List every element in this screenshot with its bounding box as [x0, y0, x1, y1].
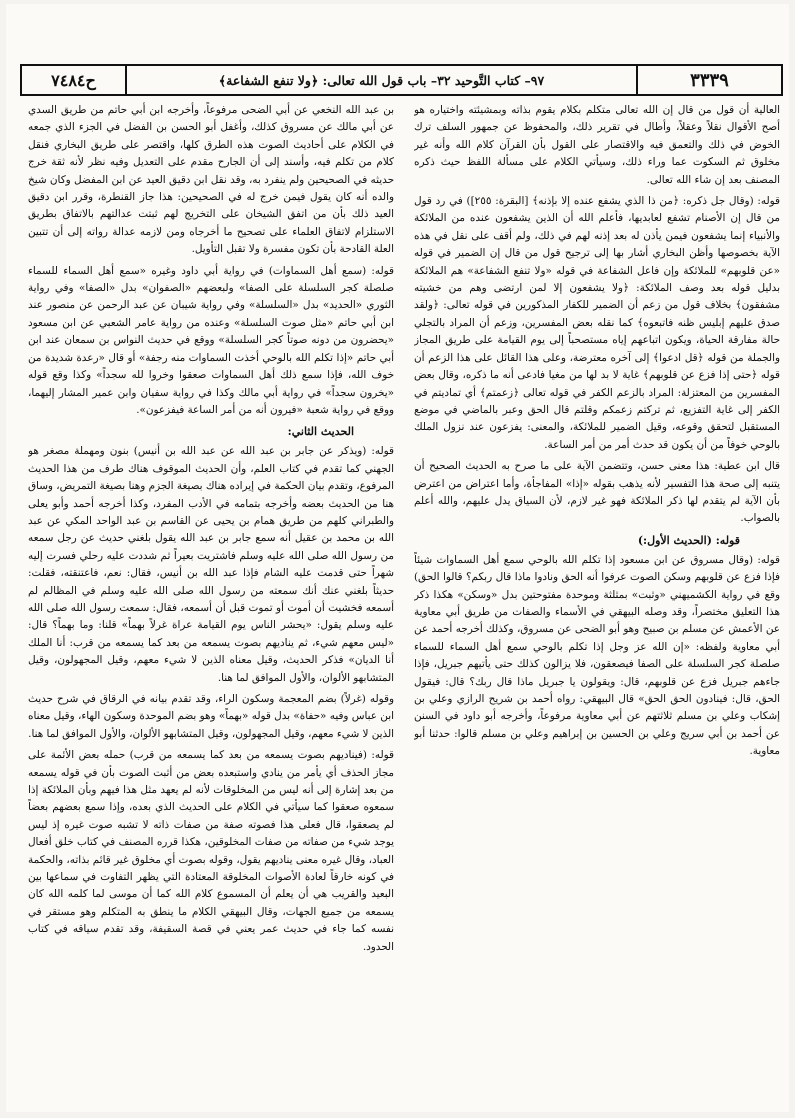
book-page [6, 4, 789, 1112]
hadith-reference: ح٧٤٨٤ [22, 66, 127, 94]
left-column [28, 102, 394, 1102]
section-heading: قوله: (الحديث الأول:) [637, 533, 740, 547]
paragraph: وقوله (غرلاً) بضم المعجمة وسكون الراء، وقد تقدم بيانه في الرقاق في شرح حديث ابن عباس وفيه «حفاة» بدل قوله «بهماً» وهو بضم الموحدة وسكون الهاء، وقيل معناه الذين لا شيء معهم، وقيل المجهولون، وقيل المتشابهو الألوان، والأول الموافق لما هنا. [28, 693, 394, 740]
paragraph: قوله: (فيناديهم بصوت يسمعه من بعد كما يسمعه من قرب) حمله بعض الأئمة على مجاز الحذف أي يأمر من ينادي واستبعده بعض من أثبت الصوت بأن في قوله يسمعه من بعد إشارة إلى أنه ليس من المخلوقات لأنه لم يعهد مثل هذا فيهم وبأن الملائكة إذا سمعوه صعقوا كما سيأتي في الكلام على الحديث الذي بعده، وإذا سمع بعضهم بعضاً لم يصعقوا، قال فعلى هذا فصوته صفة من صفات ذاته لا تشبه صوت غيره إذ ليس يوجد شيء من صفاته من صفات المخلوقين، هكذا قرره المصنف في كتاب خلق أفعال العباد، وقال غيره معنى يناديهم يقول، وقوله بصوت أي مخلوق غير قائم بذاته، والحكمة في كونه خارقاً لعادة الأصوات المخلوقة المعتادة التي يظهر التفاوت في سماعها بين البعيد والقريب هي أن يعلم أن المسموع كلام الله كما أن موسى لما كلمه الله كان يسمعه من جميع الجهات، وقال البيهقي الكلام ما ينطق به المتكلم وهو مستقر في نفسه كما جاء في حديث عمر يعني في قصة السقيفة، وقد تقدم سياقه في كتاب الحدود. [28, 749, 394, 953]
paragraph: قوله: (وقال مسروق عن ابن مسعود إذا تكلم الله بالوحي سمع أهل السماوات شيئاً فإذا فزع عن قلوبهم وسكن الصوت عرفوا أنه الحق ونادوا ماذا قال ربكم؟ قالوا الحق) وقع في رواية الكشميهني «وثبت» بمثلثة وموحدة مفتوحتين بدل «وسكن» هكذا ذكر هذا التعليق مختصراً، وقد وصله البيهقي في الأسماء والصفات من طريق أبي معاوية عن الأعمش عن مسلم بن صبيح وهو أبو الضحى عن مسروق، وكذلك أخرجه أحمد عن أبي معاوية ولفظه: «إن الله عز وجل إذا تكلم بالوحي سمع أهل السماء للسماء صلصلة كجر السلسلة على الصفا فيصعقون، فلا يزالون كذلك حتى يأتيهم جبريل، فإذا جاءهم جبريل فزع عن قلوبهم، قال: ويقولون يا جبريل ماذا قال ربك؟ قال: فيقول الحق، قال: فينادون الحق الحق» قال البيهقي: رواه أحمد بن شريح الرازي وعلي بن إشكاب وعلي بن مسلم ثلاثتهم عن أبي معاوية مرفوعاً، وأخرجه أبو داود في السنن عن أحمد بن أبي سريج وعلي بن الحسين بن إبراهيم وعلي بن مسلم قالوا: حدثنا أبو معاوية. [414, 553, 780, 758]
paragraph: قوله: (وقال جل ذكره: ﴿من ذا الذي يشفع عنده إلا بإذنه﴾ [البقرة: ٢٥٥]) في رد قول من قال إن الأصنام تشفع لعابديها، فأعلم الله أن الذين يشفعون عنده من الملائكة والأنبياء إنما يشفعون فيمن يأذن له بعد إذنه لهم في ذلك، ولم أقف على نقل في هذه الآية بخصوصها وأظن البخاري أشار بها إلى ترجيح قول من قال إن الضمير في قوله «عن قلوبهم» للملائكة وإن فاعل الشفاعة في قوله «ولا تنفع الشفاعة» هم الملائكة بدليل قوله بعد وصف الملائكة: ﴿ولا يشفعون إلا لمن ارتضى وهم من خشيته مشفقون﴾ بخلاف قول من زعم أن الضمير للكفار المذكورين في قوله تعالى: ﴿ولقد صدق عليهم إبليس ظنه فاتبعوه﴾ كما نقله بعض المفسرين، وزعم أن المراد بالتجلي حالة مفارقة الحياة، ويكون اتباعهم إياه مستصحباً إلى يوم القيامة على طريق المجاز والجملة من قوله ﴿قل ادعوا﴾ إلى آخره معترضة، وعلى هذا القائل على هذا الزعم أن قوله ﴿حتى إذا فزع عن قلوبهم﴾ غاية لا بد لها من مغيا فادعى أنه ما ذكره، وقال بعض المفسرين من المعتزلة: المراد بالزعم الكفر في قوله تعالى ﴿زعمتم﴾ أي تماديتم في الكفر إلى غاية التفزيع، ثم تركتم زعمكم وقلتم قال الحق وعبر بالماضي في موضع المستقبل لتحقق وقوعه، وقيل الضمير للملائكة، والمعنى: يفزعون عند نزول الملك بالوحي خوفاً من أن يكون قد حدث أمر من أمر الساعة. [414, 195, 780, 451]
right-column [414, 102, 780, 1102]
paragraph: قوله: (سمع أهل السماوات) في رواية أبي داود وغيره «سمع أهل السماء للسماء صلصلة كجر السلسلة على الصفا» ولبعضهم «الصفوان» بدل «الصفا» وفي رواية الثوري «الحديد» بدل «السلسلة» وفي رواية شيبان عن عبد الرحمن عن منصور عند ابن أبي حاتم «مثل صوت السلسلة» وعنده من رواية عامر الشعبي عن ابن مسعود «يحضرون من دونه صوتاً كجر السلسلة» ووقع في حديث النواس بن سمعان عند ابن أبي حاتم «إذا تكلم الله بالوحي أخذت السماوات منه رجفة» أو قال «رعدة شديدة من خوف الله، فإذا سمع ذلك أهل السماوات صعقوا وخروا لله سجداً» وكذا وقع قوله «يخرون سجداً» في رواية أبي مالك وكذا في رواية سفيان وابن عمير المشار إليهما، ووقع في رواية شعبة «فيرون أنه من أمر الساعة فيفزعون». [28, 264, 394, 416]
column-gutter [394, 102, 414, 1102]
paragraph: قوله: (ويذكر عن جابر بن عبد الله عن عبد الله بن أنيس) بنون ومهملة مصغر هو الجهني كما تقدم في كتاب العلم، وأن الحديث الموقوف هناك طرف من هذا الحديث المرفوع، وتقدم بيان الحكمة في إيراده هناك بصيغة الجزم وهنا بصيغة التمريض، وساق هنا من الحديث بعضه وأخرجه بتمامه في الأدب المفرد، وكذا أخرجه أحمد وأبو يعلى والطبراني كلهم من طريق همام بن يحيى عن القاسم بن عبد الواحد المكي عن عبد الله بن محمد بن عقيل أنه سمع جابر بن عبد الله يقول بلغني حديث عن رجل سمعه من رسول الله صلى الله عليه وسلم فاشتريت بعيراً ثم شددت عليه رحلي فسرت إليه شهراً حتى قدمت عليه الشام فإذا عبد الله بن أنيس، فقال: نعم، فاعتنقته، فقلت: حديثاً بلغني عنك أنك سمعته من رسول الله صلى الله عليه وسلم في المظالم لم أسمعه فخشيت أن أموت أو تموت قبل أن أسمعه، فقال: سمعت رسول الله صلى الله عليه وسلم يقول: «يحشر الناس يوم القيامة عراة غرلاً بهماً» قلنا: وما بهماً؟ قال: «ليس معهم شيء، ثم يناديهم بصوت يسمعه من بعد كما يسمعه من قرب: أنا الملك أنا الديان» فذكر الحديث، وقيل معناه الذين لا شيء معهم، وقيل المجهولون، وقيل المتشابهو الألوان، والأول الموافق لما هنا. [28, 445, 394, 684]
page-number: ٣٣٣٩ [636, 66, 781, 94]
section-heading: الحديث الثاني: [287, 425, 354, 439]
running-title: ٩٧– كتاب التَّوحيد ٣٢– باب قول الله تعالى: ﴿ولا تنفع الشفاعة﴾ [218, 72, 545, 88]
text-columns [28, 102, 780, 1102]
page-header [20, 64, 783, 96]
paragraph: بن عبد الله النخعي عن أبي الضحى مرفوعاً، وأخرجه ابن أبي حاتم من طريق السدي عن أبي مالك عن مسروق كذلك، وأغفل أبو الحسن بن الفضل في الجزء الذي جمعه في الكلام على أحاديث الصوت هذه الطرق كلها، واقتصر على طريق البخاري فنقل كلام من تكلم فيه، وأسند إلى أن الجارح مقدم على التعديل وفيه نظر لأنه ثقة خرج حديثه في الصحيحين ولم ينفرد به، وقد نقل ابن دقيق العيد عن ابن المفضل وكان شيخ والده أنه كان يقول فيمن خرج له في الصحيحين: هذا جاز القنطرة، وقرر ابن دقيق العيد ذلك بأن من اتفق الشيخان على التخريج لهم ثبتت عدالتهم بالاتفاق بطريق الاستلزام لاتفاق العلماء على تصحيح ما أخرجاه ومن لازمه عدالة رواته إلى أن تتبين العلة القادحة بأن تكون مفسرة ولا تقبل التأويل. [28, 104, 394, 256]
paragraph: العالية أن قول من قال إن الله تعالى متكلم بكلام يقوم بذاته وبمشيئته واختياره هو أصح الأقوال نقلاً وعقلاً، وأطال في تقرير ذلك، والمحفوظ عن جمهور السلف ترك الخوض في ذلك والتعمق فيه والاقتصار على القول بأن القرآن كلام الله وأنه غير مخلوق ثم السكوت عما وراء ذلك، وسيأتي الكلام على مسألة اللفظ حيث ذكره المصنف بعد إن شاء الله تعالى. [414, 104, 780, 186]
paragraph: قال ابن عطية: هذا معنى حسن، وتتضمن الآية على ما صرح به الحديث الصحيح أن يتنبه إلى صحة هذا التفسير لأنه يذهب بقوله «إذا» المفاجأة، وأما اعتراض من اعترض بأن الآية لم يتقدم لها ذكر الملائكة فهو غير لازم، لأن السياق يدل عليهم، والله أعلم بالصواب. [414, 460, 780, 525]
